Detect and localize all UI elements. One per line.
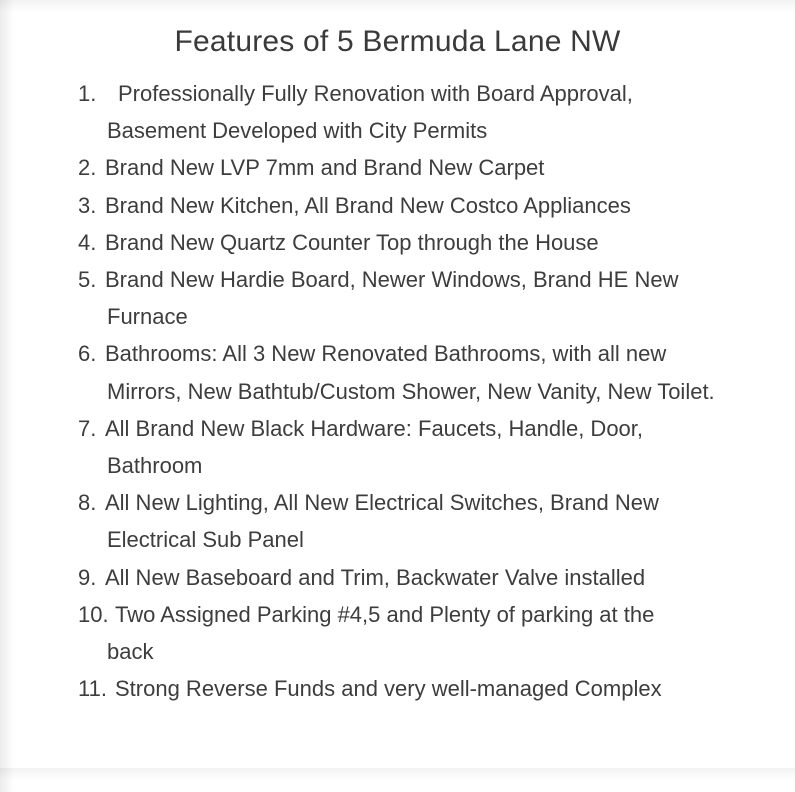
document-page	[0, 24, 795, 792]
feature-item-6	[78, 335, 767, 409]
feature-item-11	[78, 670, 767, 707]
feature-line: back	[107, 639, 154, 665]
feature-line: All Brand New Black Hardware: Faucets, Handle, Door,	[105, 415, 644, 441]
feature-item-9	[78, 559, 767, 596]
feature-line: Brand New Kitchen, All Brand New Costco Appliances	[105, 192, 631, 218]
feature-line: All New Baseboard and Trim, Backwater Valve installed	[105, 564, 646, 590]
feature-line: Furnace	[107, 304, 188, 330]
feature-item-8	[78, 484, 767, 558]
feature-line: Brand New Hardie Board, Newer Windows, Brand HE New	[105, 267, 679, 293]
feature-item-1	[78, 75, 767, 149]
feature-line: Professionally Fully Renovation with Board Approval,	[118, 81, 633, 106]
feature-number: 6.	[78, 341, 97, 367]
feature-item-7	[78, 410, 767, 484]
feature-item-2	[78, 149, 767, 186]
feature-item-3	[78, 187, 767, 224]
feature-number: 1.	[78, 81, 97, 106]
page-title: Features of 5 Bermuda Lane NW	[174, 25, 621, 58]
feature-number: 5.	[78, 267, 97, 293]
feature-item-10	[78, 596, 767, 670]
feature-number: 7.	[78, 415, 97, 441]
feature-item-4	[78, 224, 767, 261]
feature-line: Mirrors, New Bathtub/Custom Shower, New Vanity, New Toilet.	[107, 378, 715, 404]
feature-line: Basement Developed with City Permits	[107, 118, 488, 144]
feature-line: All New Lighting, All New Electrical Switches, Brand New	[105, 490, 659, 516]
feature-number: 9.	[78, 564, 97, 590]
feature-number: 4.	[78, 229, 97, 255]
feature-line: Brand New Quartz Counter Top through the House	[105, 229, 599, 255]
feature-item-5	[78, 261, 767, 335]
feature-number: 2.	[78, 155, 97, 181]
feature-line: Strong Reverse Funds and very well-managed Complex	[115, 676, 662, 702]
feature-number: 11.	[78, 676, 107, 702]
feature-line: Electrical Sub Panel	[107, 527, 304, 553]
feature-line: Bathroom	[107, 453, 203, 479]
feature-line: Bathrooms: All 3 New Renovated Bathrooms, with all new	[105, 341, 667, 367]
feature-number: 3.	[78, 192, 97, 218]
feature-line: Two Assigned Parking #4,5 and Plenty of parking at the	[115, 601, 655, 627]
feature-number: 8.	[78, 490, 97, 516]
feature-line: Brand New LVP 7mm and Brand New Carpet	[105, 155, 545, 181]
feature-number: 10.	[78, 601, 109, 627]
features-list	[78, 75, 767, 707]
